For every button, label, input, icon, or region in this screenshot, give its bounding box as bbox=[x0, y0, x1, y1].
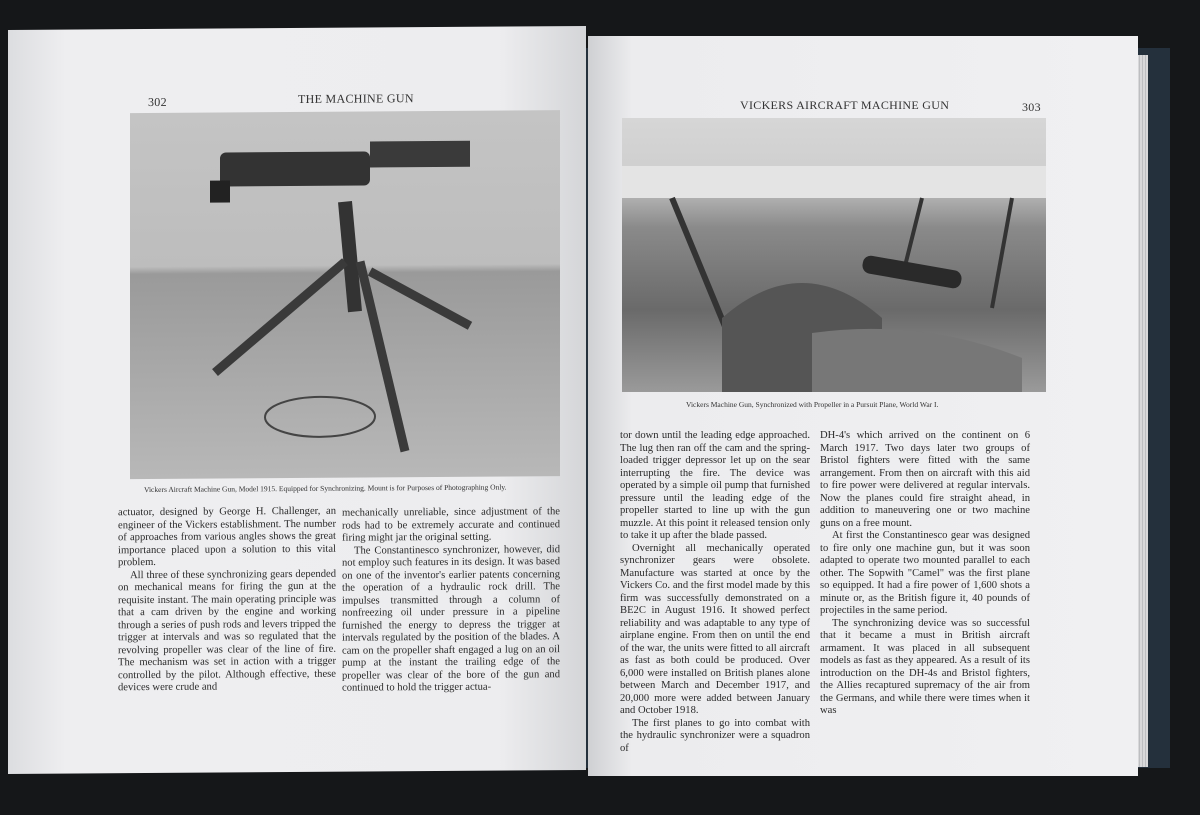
left-page bbox=[8, 26, 586, 774]
figure-caption: Vickers Machine Gun, Synchronized with Propeller in a Pursuit Plane, World War I. bbox=[686, 400, 939, 409]
figure-caption: Vickers Aircraft Machine Gun, Model 1915. Equipped for Synchronizing. Mount is for Purposes of Photographing Only. bbox=[144, 482, 507, 495]
machine-gun-illustration bbox=[130, 110, 560, 479]
page-number: 303 bbox=[1022, 100, 1041, 114]
page-number: 302 bbox=[148, 94, 167, 110]
text-column-2 bbox=[342, 506, 560, 695]
text-column-1 bbox=[118, 506, 336, 695]
paragraph: mechanically unreliable, since adjustment of the rods had to be extremely accurate and continued firing might jar the original setting. bbox=[342, 506, 560, 544]
paragraph: The Constantinesco synchronizer, however, did not employ such features in its design. It was based on one of the inventor's earlier patents concerning the operation of a hydraulic rock drill. The impulses transmitted through a column of nonfreezing oil under pressure in a pipeline furnished the energy to depress the trigger at intervals regulated by the position of the blades. A cam on the propeller shaft engaged a lug on an oil pump at the instant the trailing edge of the propeller was clear of the bore of the gun and continued to hold the trigger actua- bbox=[342, 543, 560, 694]
figure-pursuit-plane bbox=[622, 118, 1046, 392]
figure-machine-gun-tripod bbox=[130, 110, 560, 479]
paragraph: actuator, designed by George H. Challenger, an engineer of the Vickers establishment. The number of approaches from various angles shows the great importance placed upon a solution to this vital problem. bbox=[118, 505, 336, 569]
biplane-illustration bbox=[622, 118, 1046, 392]
paragraph: At first the Constantinesco gear was designed to fire only one machine gun, but it was soon adapted to operate two mounted parallel to each other. The Sopwith "Camel" was the first plane so equipped. It had a fire power of 1,600 shots a minute or, as the British figure it, 40 pounds of projectiles in the same period. bbox=[820, 530, 1030, 616]
paragraph: tor down until the leading edge approached. The lug then ran off the cam and the spring-loaded trigger depressor let up on the sear interrupting the fire. The device was operated by a simple oil pump that furnished pressure until the leading edge of the propeller started to line up with the gun muzzle. At this point it released tension only to take it up after the blade passed. bbox=[620, 430, 810, 541]
running-head: VICKERS AIRCRAFT MACHINE GUN bbox=[740, 98, 950, 112]
paragraph: The first planes to go into combat with the hydraulic synchronizer were a squadron of bbox=[620, 717, 810, 754]
paragraph: DH-4's which arrived on the continent on 6 March 1917. Two days later two groups of Bristol fighters were fitted with the same arrangement. From then on aircraft with this aid to fire power were delivered at regular intervals. Now the planes could fire straight ahead, in addition to maneuvering one or two machine guns on a free mount. bbox=[820, 430, 1030, 529]
text-column-1 bbox=[620, 430, 810, 755]
paragraph: Overnight all mechanically operated synchronizer gears were obsolete. Manufacture was started at once by the Vickers Co. and the first model made by this firm was successfully demonstrated on a BE2C in August 1916. It showed perfect reliability and was adaptable to any type of airplane engine. From then on until the end of the war, the units were fitted to all aircraft as fast as both could be produced. Over 6,000 were installed on British planes alone between March and December 1917, and 20,000 more were added between January and October 1918. bbox=[620, 542, 810, 716]
paragraph: The synchronizing device was so successful that it became a must in British aircraft armament. It was placed in all subsequent models as fast as they appeared. As a result of its introduction on the DH-4s and Bristol fighters, the Allies recaptured supremacy of the air from the Germans, and while there were times when it was bbox=[820, 617, 1030, 716]
running-head: THE MACHINE GUN bbox=[298, 91, 414, 106]
text-column-2 bbox=[820, 430, 1030, 718]
right-page bbox=[588, 36, 1138, 776]
paragraph: All three of these synchronizing gears depended on mechanical means for firing the gun at the requisite instant. The main operating principle was that a cam driven by the engine and working through a series of push rods and levers tripped the trigger at intervals and was so regulated that the revolving propeller was clear of the line of fire. The mechanism was set in action with a trigger controlled by the pilot. Although effective, these devices were crude and bbox=[118, 568, 336, 694]
